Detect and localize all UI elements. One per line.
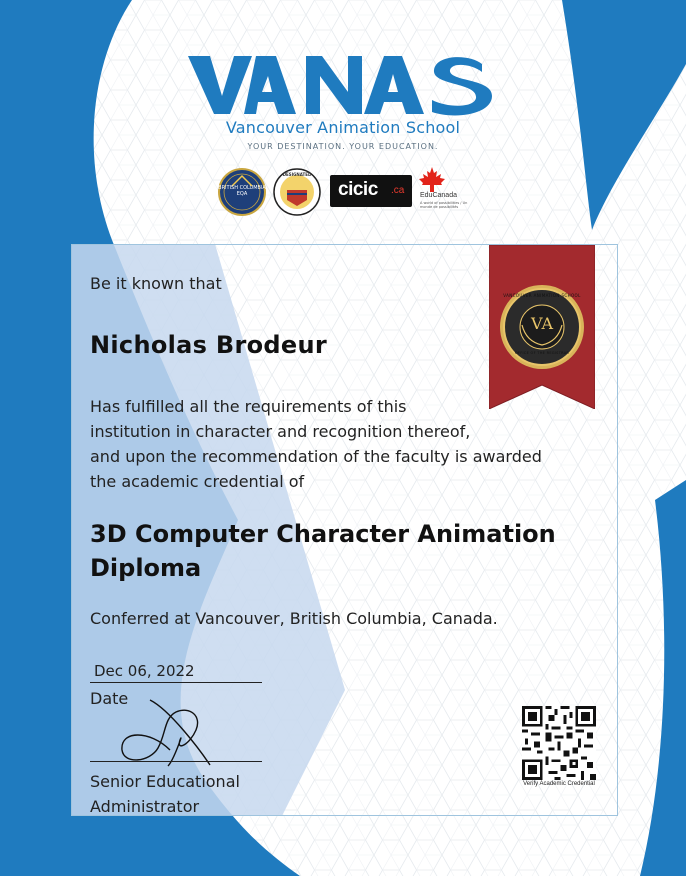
seal-monogram: VA — [530, 314, 554, 333]
conferred-location: Conferred at Vancouver, British Columbia, Canada. — [90, 609, 498, 628]
educanada-badge — [414, 166, 470, 218]
designated-label: DESIGNATED — [282, 172, 312, 177]
school-name: Vancouver Animation School — [225, 118, 461, 137]
award-line-2: institution in character and recognition thereof, — [90, 422, 471, 441]
signature-underline — [90, 761, 262, 762]
cicic-main-text: cicic — [338, 179, 378, 200]
signature — [110, 690, 220, 770]
award-date: Dec 06, 2022 — [94, 662, 195, 680]
bc-eqa-badge — [218, 168, 266, 216]
seal-top-text: VANCOUVER ANIMATION SCHOOL — [503, 293, 581, 298]
award-line-4: the academic credential of — [90, 472, 305, 491]
cicic-tld-text: .ca — [391, 185, 405, 196]
date-underline — [90, 682, 262, 683]
signer-title — [90, 769, 290, 819]
award-statement — [90, 394, 610, 494]
date-label: Date — [90, 689, 129, 708]
recipient-name: Nicholas Brodeur — [90, 331, 327, 359]
signer-title-line-1: Senior Educational — [90, 772, 240, 791]
award-line-3: and upon the recommendation of the faculty is awarded — [90, 447, 542, 466]
qr-caption: Verify Academic Credential — [523, 781, 595, 787]
verification-qr-code[interactable] — [522, 706, 596, 780]
vanas-logo — [186, 52, 502, 116]
credential-line-2: Diploma — [90, 554, 202, 582]
educanada-name: EduCanada — [420, 192, 457, 199]
cicic-badge — [330, 175, 412, 207]
educanada-subtitle: A world of possibilities / Un monde de possibilités — [420, 201, 468, 209]
bc-eqa-label: BRITISH COLUMBIA EQA — [218, 185, 266, 197]
credential-line-1: 3D Computer Character Animation — [90, 520, 556, 548]
seal-bottom-text: OFFICE OF THE REGISTRAR — [514, 351, 570, 355]
award-line-1: Has fulfilled all the requirements of this — [90, 397, 407, 416]
tagline: YOUR DESTINATION. YOUR EDUCATION. — [247, 142, 439, 151]
maple-leaf-icon — [418, 166, 446, 194]
designated-badge — [273, 168, 321, 216]
intro-text: Be it known that — [90, 274, 222, 293]
signer-title-line-2: Administrator — [90, 797, 200, 816]
credential-title — [90, 517, 620, 585]
